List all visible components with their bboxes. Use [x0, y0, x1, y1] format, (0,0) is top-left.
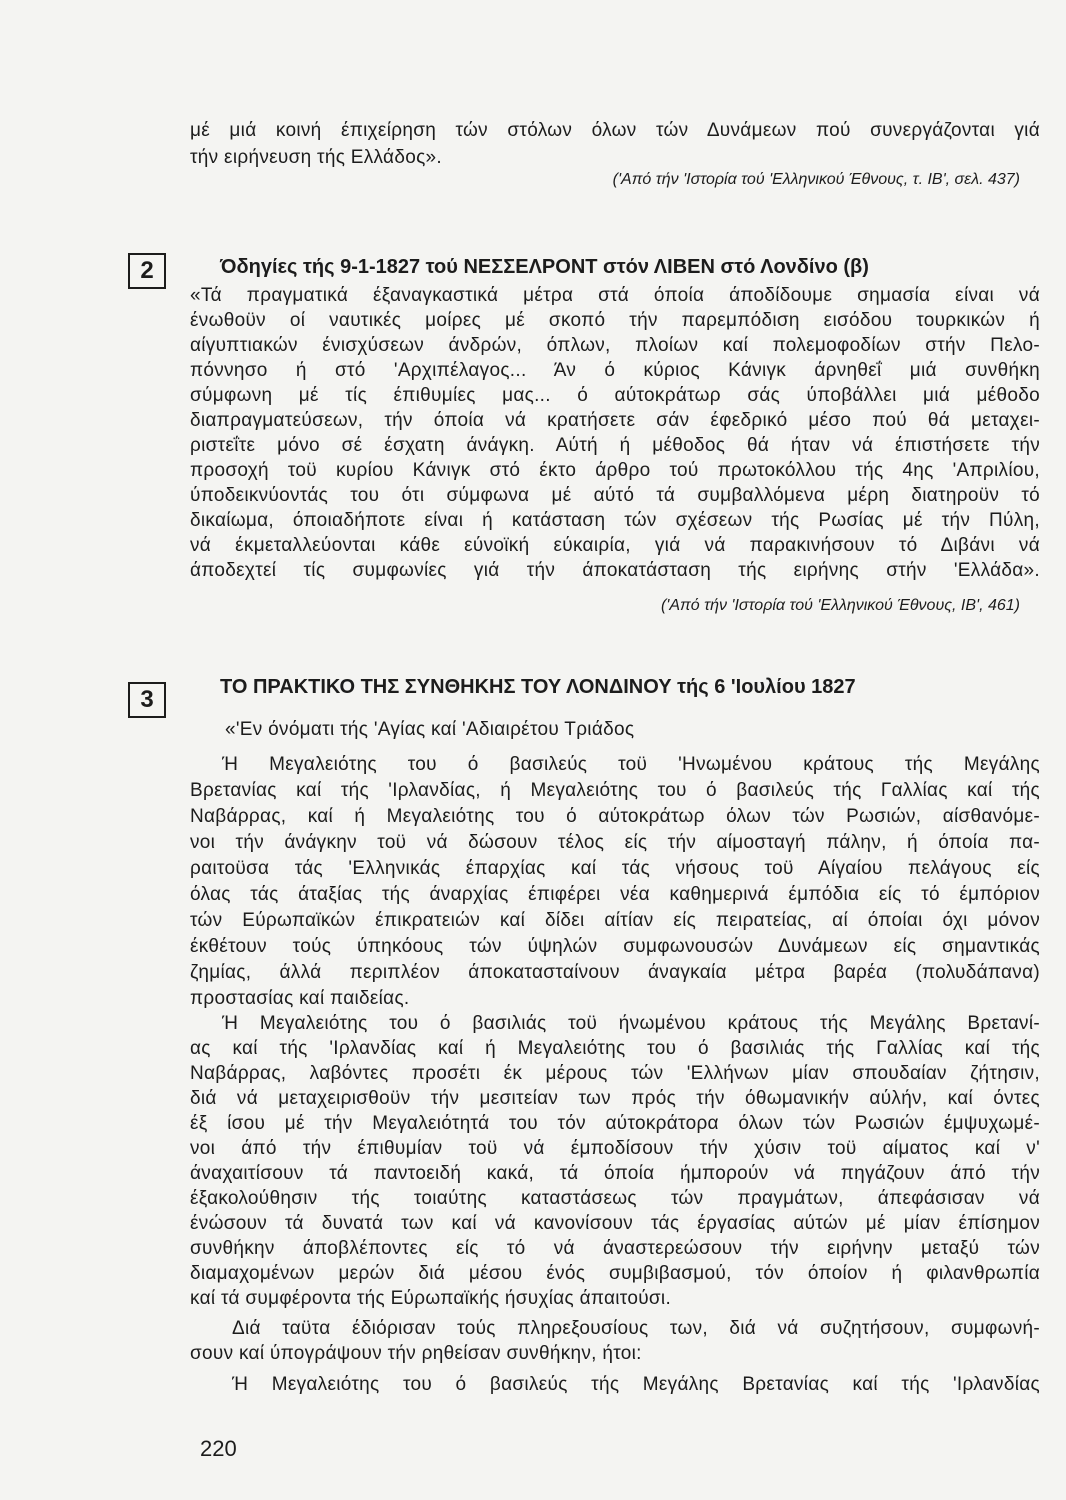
section-2-line: αίγυπτιακών ένισχύσεων άνδρών, όπλων, πλοίων καί πολεμοφοδίων στήν Πελο-: [190, 335, 1040, 356]
section-3-line: νοι τήν άνάγκην τοϋ νά δώσουν τέλος είς τήν αίμοσταγή πάλην, ή όποία πα-: [190, 832, 1040, 853]
section-2-line: άποδεχτεί τίς συμφωνίες γιά τήν άποκατάσταση τής ειρήνης στήν 'Ελλάδα».: [190, 560, 1040, 581]
section-2-citation: ('Από τήν 'Ιστορία τού 'Ελληνικού Έθνους, ΙΒ', 461): [660, 597, 1020, 614]
section-2-line: διαπραγματεύσεων, τήν όποία νά κρατήσετε σάν έφεδρικό μέσο πού θά μεταχει-: [190, 410, 1040, 431]
section-3-line: ραιτοϋσα τάς 'Ελληνικάς έπαρχίας καί τάς νήσους τοϋ Αίγαίου πελάγους είς: [190, 858, 1040, 879]
section-2-line: ριστεΐτε μόνο σέ έσχατη άνάγκη. Αύτή ή μέθοδος θά ήταν νά έπιστήσετε τήν: [190, 435, 1040, 456]
section-3-line: σουν καί ύπογράψουν τήν ρηθείσαν συνθήκην, ήτοι:: [190, 1343, 642, 1364]
section-2-line: δικαίωμα, όποιαδήποτε είναι ή κατάσταση τών σχέσεων τής Ρωσίας μέ τήν Πύλη,: [190, 510, 1040, 531]
section-3-line: άναχαιτίσουν τά παντοειδή κακά, τά όποία ήμπορούν νά πηγάζουν άπό τήν: [190, 1163, 1040, 1184]
section-2-title: Όδηγίες τής 9-1-1827 τού ΝΕΣΣΕΛΡΟΝΤ στόν ΛΙΒΕΝ στό Λονδίνο (β): [220, 256, 869, 278]
section-3-line: νοι άπό τήν έπιθυμίαν τοϋ νά έμποδίσουν τήν χύσιν τοϋ αίματος καί ν': [190, 1138, 1040, 1159]
section-3-line: προστασίας καί παιδείας.: [190, 988, 410, 1009]
section-3-line: διαμαχομένων μερών διά μέσου ένός συμβιβασμού, τόν όποίον ή φιλανθρωπία: [190, 1263, 1040, 1284]
section-3-line: ας καί τής 'Ιρλανδίας καί ή Μεγαλειότης του ό βασιλιάς τής Γαλλίας καί τής: [190, 1038, 1040, 1059]
section-3-line: έξ ίσου μέ τήν Μεγαλειότητά του τόν αύτοκράτορα όλων τών Ρωσιών έμψυχωμέ-: [190, 1113, 1040, 1134]
section-2-number-box: 2: [128, 253, 166, 289]
section-3-title: ΤΟ ΠΡΑΚΤΙΚΟ ΤΗΣ ΣΥΝΘΗΚΗΣ ΤΟΥ ΛΟΝΔΙΝΟΥ τής 6 'Ιουλίου 1827: [220, 676, 856, 698]
section-3-line: Ναβάρρας, λαβόντες προσέτι έκ μέρους τών 'Ελλήνων μίαν σπουδαίαν ζήτησιν,: [190, 1063, 1040, 1084]
section-2-line: ένωθοϋν οί ναυτικές μοίρες μέ σκοπό τήν παρεμπόδιση εισόδου τουρκικών ή: [190, 310, 1040, 331]
section-3-line: «'Εν όνόματι τής 'Αγίας καί 'Αδιαιρέτου Τριάδος: [225, 719, 635, 740]
section-3-line: Διά ταϋτα έδιόρισαν τούς πληρεξουσίους των, διά νά συζητήσουν, συμφωνή-: [232, 1318, 1040, 1339]
section-3-line: έξακολούθησιν τής τοιαύτης καταστάσεως τών πραγμάτων, άπεφάσισαν νά: [190, 1188, 1040, 1209]
section-3-line: Βρετανίας καί τής 'Ιρλανδίας, ή Μεγαλειότης του ό βασιλεύς τής Γαλλίας καί τής: [190, 780, 1040, 801]
section-3-line: τών Εύρωπαϊκών έπικρατειών καί δίδει αίτίαν είς πειρατείας, αί όποίαι όχι μόνον: [190, 910, 1040, 931]
section-3-line: ένώσουν τά δυνατά των καί νά κανονίσουν τάς έργασίας αύτών μέ μίαν έπίσημον: [190, 1213, 1040, 1234]
section-3-line: έκθέτουν τούς ύπηκόους τών ύψηλών συμφωνουσών Δυνάμεων είς σημαντικάς: [190, 936, 1040, 957]
section-2-line: πόννησο ή στό 'Αρχιπέλαγος... Άν ό κύριος Κάνιγκ άρνηθεΐ μιά συνθήκη: [190, 360, 1040, 381]
section-2-line: προσοχή τοϋ κυρίου Κάνιγκ στό έκτο άρθρο τού πρωτοκόλλου τής 4ης 'Απριλίου,: [190, 460, 1040, 481]
section-3-line: όλας τάς άταξίας τής άναρχίας έπιφέρει νέα καθημερινά έμπόδια είς τό έμπόριον: [190, 884, 1040, 905]
page-number: 220: [200, 1436, 237, 1461]
section-3-line: καί τά συμφέροντα τής Εύρωπαϊκής ήσυχίας άπαιτούσι.: [190, 1288, 672, 1309]
section-3-line: Ή Μεγαλειότης του ό βασιλεύς τής Μεγάλης Βρετανίας καί τής 'Ιρλανδίας: [232, 1374, 1040, 1395]
section-3-line: Ή Μεγαλειότης του ό βασιλιάς τοϋ ήνωμένου κράτους τής Μεγάλης Βρετανί-: [222, 1013, 1040, 1034]
section-3-line: Ναβάρρας, καί ή Μεγαλειότης του ό αύτοκράτωρ όλων τών Ρωσιών, αίσθανόμε-: [190, 806, 1040, 827]
intro-line: τήν ειρήνευση τής Ελλάδος».: [190, 147, 442, 168]
section-3-line: διά νά μεταχειρισθοϋν τήν μεσιτείαν των πρός τήν όθωμανικήν αύλήν, καί όντες: [190, 1088, 1040, 1109]
section-3-line: Ή Μεγαλειότης του ό βασιλεύς τοϋ 'Ηνωμένου κράτους τής Μεγάλης: [222, 754, 1040, 775]
intro-line: μέ μιά κοινή έπιχείρηση τών στόλων όλων τών Δυνάμεων πού συνεργάζονται γιά: [190, 120, 1040, 141]
section-3-line: συνθήκην άποβλέποντες είς τό νά άναστερεώσουν τήν ειρήνην μεταξύ τών: [190, 1238, 1040, 1259]
section-2-line: νά έκμεταλλεύονται κάθε εύνοϊκή εύκαιρία, γιά νά παρακινήσουν τό Διβάνι νά: [190, 535, 1040, 556]
section-2-line: σύμφωνη μέ τίς έπιθυμίες μας... ό αύτοκράτωρ σάς ύποβάλλει μιά μέθοδο: [190, 385, 1040, 406]
intro-citation: ('Από τήν 'Ιστορία τού 'Ελληνικού Έθνους, τ. ΙΒ', σελ. 437): [612, 171, 1020, 188]
section-2-line: ύποδεικνύοντάς του ότι σύμφωνα μέ αύτό τά συμβαλλόμενα μέρη διατηροϋν τό: [190, 485, 1040, 506]
section-3-line: ζημίας, άλλά περιπλέον άποκατασταίνουν άναγκαία μέτρα βαρέα (πολυδάπανα): [190, 962, 1040, 983]
section-2-line: «Τά πραγματικά έξαναγκαστικά μέτρα στά όποία άποδίδουμε σημασία είναι νά: [190, 285, 1040, 306]
section-3-number-box: 3: [128, 682, 166, 718]
